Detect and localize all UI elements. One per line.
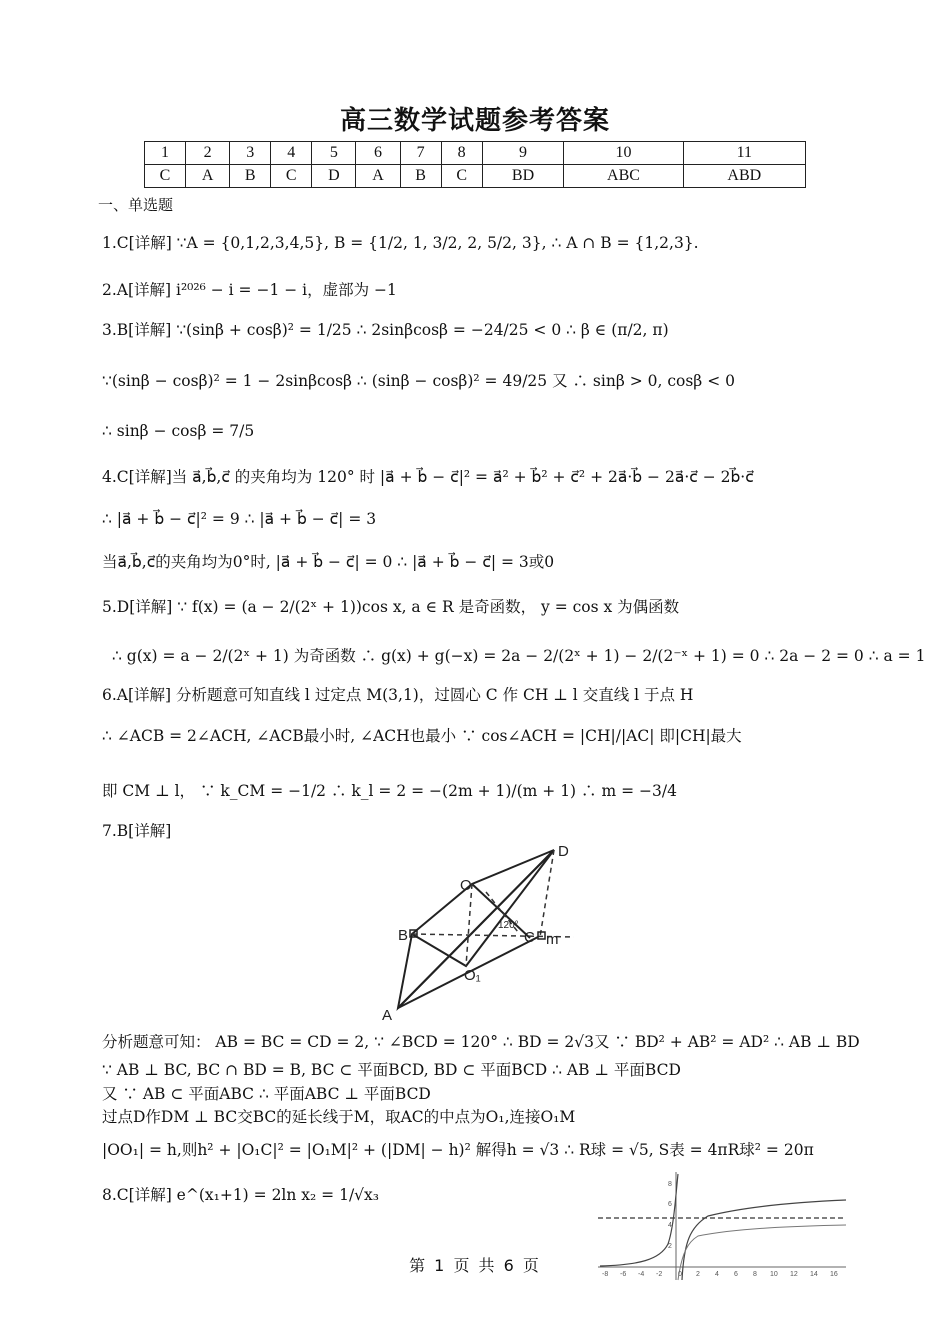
- solution-q4-line3: 当a⃗,b⃗,c⃗的夹角均为0°时, |a⃗ + b⃗ − c⃗| = 0 ∴ |a⃗ + b⃗ − c⃗| = 3或0: [102, 553, 555, 571]
- y-tick-label: 8: [668, 1181, 672, 1188]
- solution-q4-line1: 4.C[详解]当 a⃗,b⃗,c⃗ 的夹角均为 120° 时 |a⃗ + b⃗ − c⃗|² = a⃗² + b⃗² + c⃗² + 2a⃗·b⃗ − 2a⃗·c⃗ − 2b⃗·c⃗: [102, 468, 754, 486]
- label-o: O: [460, 877, 472, 894]
- solution-q4-line2: ∴ |a⃗ + b⃗ − c⃗|² = 9 ∴ |a⃗ + b⃗ − c⃗| = 3: [102, 510, 377, 528]
- label-m: m: [546, 931, 559, 948]
- x-tick-label: 10: [770, 1271, 778, 1278]
- answer-cell: B: [400, 165, 441, 188]
- solution-q7-line5: |OO₁| = h,则h² + |O₁C|² = |O₁M|² + (|DM| − h)² 解得h = √3 ∴ R球 = √5, S表 = 4πR球² = 20π: [102, 1141, 814, 1159]
- question-number: 4: [271, 142, 312, 165]
- question-number: 3: [230, 142, 271, 165]
- solution-q1: 1.C[详解] ∵A = {0,1,2,3,4,5}, B = {1/2, 1, 3/2, 2, 5/2, 3}, ∴ A ∩ B = {1,2,3}.: [102, 234, 699, 252]
- question-number: 8: [441, 142, 482, 165]
- question-number: 9: [482, 142, 564, 165]
- solution-q6-line1: 6.A[详解] 分析题意可知直线 l 过定点 M(3,1)，过圆心 C 作 CH ⊥ l 交直线 l 于点 H: [102, 686, 694, 704]
- x-tick-label: -2: [656, 1271, 663, 1278]
- answer-cell: C: [145, 165, 186, 188]
- solution-q7-line4: 过点D作DM ⊥ BC交BC的延长线于M，取AC的中点为O₁,连接O₁M: [102, 1108, 576, 1126]
- answer-cell: BD: [482, 165, 564, 188]
- edge-b-o1-d: [412, 850, 554, 966]
- solution-q3-line3: ∴ sinβ − cosβ = 7/5: [102, 422, 255, 440]
- x-tick-label: 4: [715, 1271, 719, 1278]
- x-tick-label: 0: [678, 1271, 682, 1278]
- question-number: 10: [564, 142, 683, 165]
- answer-cell: ABC: [564, 165, 683, 188]
- answer-table: [144, 141, 806, 188]
- label-c: C: [524, 929, 535, 946]
- solution-q6-line3: 即 CM ⊥ l， ∵ k_CM = −1/2 ∴ k_l = 2 = −(2m + 1)/(m + 1) ∴ m = −3/4: [102, 782, 677, 800]
- solution-q5-line1: 5.D[详解] ∵ f(x) = (a − 2/(2ˣ + 1))cos x, a ∈ R 是奇函数， y = cos x 为偶函数: [102, 598, 680, 616]
- answer-table-number-row: [145, 142, 806, 165]
- answer-cell: A: [356, 165, 400, 188]
- page-footer: 第 1 页 共 6 页: [409, 1256, 541, 1275]
- question-number: 5: [312, 142, 356, 165]
- question-number: 11: [683, 142, 805, 165]
- right-angle-marker-m: [538, 932, 545, 939]
- answer-cell: A: [186, 165, 230, 188]
- answer-cell: B: [230, 165, 271, 188]
- solution-q8-line1: 8.C[详解] e^(x₁+1) = 2ln x₂ = 1/√x₃: [102, 1186, 380, 1204]
- label-angle: 120°: [498, 920, 519, 931]
- q7-geometry-figure: [378, 842, 578, 1022]
- solution-q7-heading: 7.B[详解]: [102, 822, 172, 840]
- dashed-line-o-o1: [466, 884, 472, 966]
- label-d: D: [558, 843, 569, 860]
- answer-cell: D: [312, 165, 356, 188]
- y-tick-label: 4: [668, 1222, 672, 1229]
- solution-q2: 2.A[详解] i²⁰²⁶ − i = −1 − i，虚部为 −1: [102, 281, 397, 299]
- solution-q3-line2: ∵(sinβ − cosβ)² = 1 − 2sinβcosβ ∴ (sinβ − cosβ)² = 49/25 又 ∴ sinβ > 0, cosβ < 0: [102, 372, 735, 390]
- answer-cell: C: [271, 165, 312, 188]
- y-tick-label: 2: [668, 1243, 672, 1250]
- question-number: 7: [400, 142, 441, 165]
- x-tick-label: -6: [620, 1271, 627, 1278]
- y-tick-label: 6: [668, 1201, 672, 1208]
- label-a: A: [382, 1007, 393, 1024]
- x-tick-label: 16: [830, 1271, 838, 1278]
- x-tick-label: 14: [810, 1271, 818, 1278]
- answer-cell: C: [441, 165, 482, 188]
- solution-q5-line2: ∴ g(x) = a − 2/(2ˣ + 1) 为奇函数 ∴ g(x) + g(−x) = 2a − 2/(2ˣ + 1) − 2/(2⁻ˣ + 1) = 0 ∴ 2a − 2 = 0 ∴ a = 1: [112, 647, 926, 665]
- solution-q6-line2: ∴ ∠ACB = 2∠ACH, ∠ACB最小时, ∠ACH也最小 ∵ cos∠ACH = |CH|/|AC| 即|CH|最大: [102, 727, 742, 745]
- x-tick-label: -8: [602, 1271, 609, 1278]
- page-title: 高三数学试题参考答案: [339, 106, 610, 136]
- solution-q7-line3: 又 ∵ AB ⊂ 平面ABC ∴ 平面ABC ⊥ 平面BCD: [102, 1085, 431, 1103]
- x-tick-label: -4: [638, 1271, 645, 1278]
- x-tick-label: 8: [753, 1271, 757, 1278]
- question-number: 1: [145, 142, 186, 165]
- answer-table-answer-row: [145, 165, 806, 188]
- solution-q7-line2: ∵ AB ⊥ BC, BC ∩ BD = B, BC ⊂ 平面BCD, BD ⊂ 平面BCD ∴ AB ⊥ 平面BCD: [102, 1061, 681, 1079]
- section-heading-single-choice: 一、单选题: [98, 196, 174, 214]
- solution-q3-line1: 3.B[详解] ∵(sinβ + cosβ)² = 1/25 ∴ 2sinβcosβ = −24/25 < 0 ∴ β ∈ (π/2, π): [102, 321, 669, 339]
- question-number: 2: [186, 142, 230, 165]
- x-tick-label: 12: [790, 1271, 798, 1278]
- question-number: 6: [356, 142, 400, 165]
- label-b: B: [398, 927, 409, 944]
- solution-q7-line1: 分析题意可知： AB = BC = CD = 2, ∵ ∠BCD = 120° ∴ BD = 2√3又 ∵ BD² + AB² = AD² ∴ AB ⊥ BD: [102, 1033, 860, 1051]
- label-o1: O₁: [464, 967, 481, 984]
- x-tick-label: 2: [696, 1271, 700, 1278]
- answer-cell: ABD: [683, 165, 805, 188]
- x-tick-label: 6: [734, 1271, 738, 1278]
